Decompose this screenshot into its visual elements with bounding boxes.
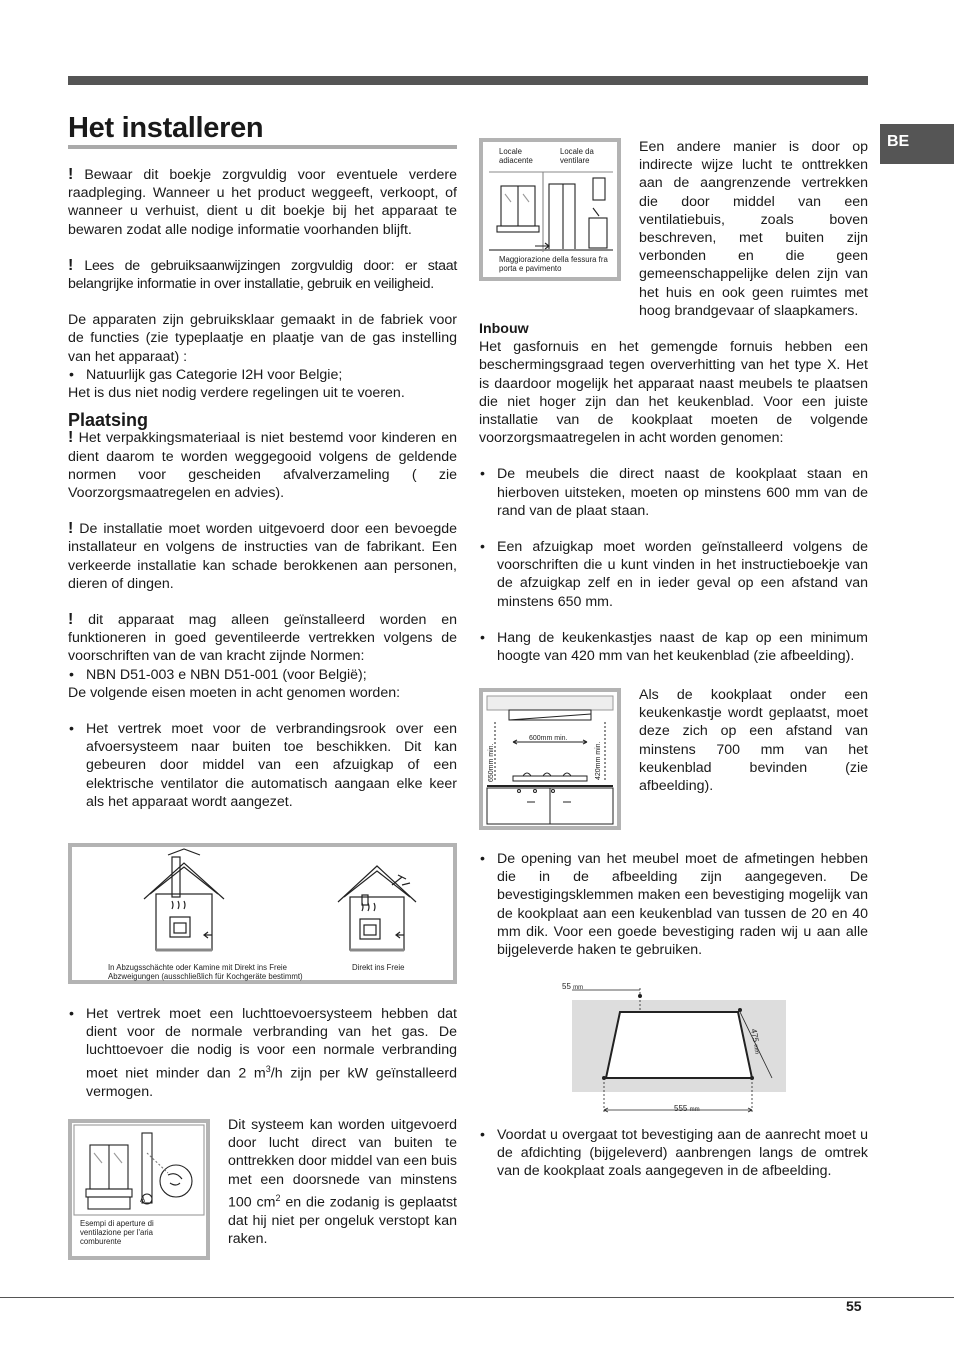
opening-bullet — [479, 850, 868, 959]
warning-mark: ! — [68, 256, 74, 274]
warning-paragraph — [68, 611, 457, 666]
warning-paragraph — [68, 429, 457, 502]
dimension-label: 600mm min. — [529, 735, 568, 742]
section-heading: Inbouw — [479, 321, 529, 337]
text: De installatie moet worden uitgevoerd door een bevoegde installateur en volgens de instructies van de fabrikant. Een verkeerde installatie kan schade berokkenen aan personen, dieren of dingen. — [68, 521, 457, 592]
ventilation-figure — [68, 1119, 210, 1260]
list-item: • NBN D51-003 e NBN D51-001 (voor België); — [68, 666, 457, 684]
language-tab: BE — [880, 124, 954, 164]
indirect-ventilation-text: Een andere manier is door op indirecte wijze lucht te onttrekken aan de aangrenzende vertrekken die door middel van een ventilatiebuis, zoals boven beschreven, met buiten zijn verbonden en die geen gemeenschappelijke delen zijn van het huis en ook geen ruimtes met hoog brandgevaar of slaapkamers. — [639, 139, 868, 319]
exhaust-figure — [68, 843, 457, 984]
cutout-figure — [560, 980, 790, 1120]
inbouw-section — [479, 320, 868, 665]
dimension-label: 420mm min. — [595, 741, 602, 780]
text: 55 — [562, 982, 571, 991]
figure-caption: Esempi di aperture di ventilazione per l'aria comburente — [80, 1219, 154, 1246]
page-title: Het installeren — [68, 112, 264, 144]
dimension-label: 650mm min. — [488, 743, 495, 782]
unit: mm — [751, 1043, 760, 1055]
warning-paragraph — [68, 166, 457, 239]
figure-caption: Direkt ins Freie — [352, 963, 405, 972]
dimension-label — [674, 1104, 734, 1115]
warning-paragraph — [68, 520, 457, 593]
title-underline — [68, 145, 457, 149]
text: Lees de gebruiksaanwijzingen zorgvuldig door: er staat belangrijke informatie in over installatie, gebruik en veiligheid. — [68, 257, 457, 293]
list-item: • Een afzuigkap moet worden geïnstalleerd volgens de voorschriften die u kunt vinden in het instructieboekje van de afzuigkap zelf en in ieder geval op een afstand van minstens 650 mm. — [479, 538, 868, 611]
text: 555 — [674, 1104, 688, 1113]
list-item: • Het vertrek moet voor de verbrandingsrook over een afvoersysteem naar buiten toe beschikken. Dit kan gebeuren door middel van een afzuigkap of een elektrische ventilator die automatisch aangaan elke keer als het apparaat wordt aangezet. — [68, 720, 457, 811]
warning-mark: ! — [68, 611, 74, 629]
room-label: Locale adiacente — [499, 147, 533, 165]
exhaust-illustration — [72, 847, 453, 980]
list-item: • De opening van het meubel moet de afmetingen hebben die in de afbeelding zijn aangegeven. De bevestigingsklemmen maken een bevestiging mogelijk van de kookplaat aan een keukenblad van tussen de 20 en 40 mm dik. Voor een goede bevestiging raden wij u aan alle bijgeleverde haken te gebruiken. — [479, 850, 868, 959]
figure-caption: In Abzugsschächte oder Kamine mit Direkt ins Freie Abzweigungen (ausschließlich für Kochgeräte bestimmt) — [108, 963, 303, 981]
adjacent-room-figure — [479, 138, 621, 281]
warning-paragraph — [68, 257, 457, 293]
seal-bullet — [479, 1126, 868, 1181]
warning-mark: ! — [68, 429, 74, 447]
superscript: 3 — [265, 1063, 271, 1074]
list-item: • Voordat u overgaat tot bevestiging aan de aanrecht moet u de afdichting (bijgeleverd) aanbrengen langs de omtrek van de kookplaat zoals aangegeven in de afbeelding. — [479, 1126, 868, 1181]
paragraph: De apparaten zijn gebruiksklaar gemaakt in de fabriek voor de functies (zie typeplaatje en plaatje van de gas instelling van het apparaat) : — [68, 312, 457, 365]
text: /h zijn per kW geïnstalleerd vermogen. — [86, 1065, 458, 1100]
text: en die zodanig is geplaatst dat hij niet per ongeluk verstopt kan raken. — [228, 1194, 457, 1247]
text: Dit systeem kan worden uitgevoerd door lucht direct van buiten te onttrekken door middel van een buis met een doorsnede van minstens 100 cm — [228, 1117, 457, 1211]
cabinet-distance-text: Als de kookplaat onder een keukenkastje wordt geplaatst, moet deze zich op een afstand van minstens 700 mm van het keukenblad bevinden (zie afbeelding). — [639, 687, 868, 795]
top-rule — [68, 76, 868, 85]
page-number: 55 — [846, 1298, 862, 1314]
list-item — [68, 1005, 457, 1101]
warning-mark: ! — [68, 166, 74, 183]
paragraph: De volgende eisen moeten in acht genomen worden: — [68, 684, 401, 701]
list-item: • Natuurlijk gas Categorie I2H voor Belgie; — [68, 366, 457, 384]
room-label: Locale da ventilare — [560, 147, 594, 165]
left-column-top — [68, 166, 457, 811]
figure-caption: Maggiorazione della fessura fra porta e pavimento — [499, 255, 608, 273]
bottom-rule — [0, 1297, 954, 1298]
list-item: • Hang de keukenkastjes naast de kap op een minimum hoogte van 420 mm van het keukenblad (zie afbeelding). — [479, 629, 868, 665]
warning-mark: ! — [68, 520, 74, 538]
unit: mm — [689, 1107, 700, 1113]
ventilation-text — [228, 1116, 457, 1248]
list-item: • De meubels die direct naast de kookplaat staan en hierboven uitsteken, moeten op minstens 600 mm van de rand van de plaat staan. — [479, 465, 868, 520]
dimension-label — [562, 982, 602, 993]
clearance-figure — [479, 688, 621, 830]
text: Bewaar dit boekje zorgvuldig voor eventuele verdere raadpleging. Wanneer u het product weggeeft, verkoopt, of wanneer u verhuist, dient u dit boekje bij het apparaat te bewaren zodat alle nodige informatie voorhanden blijft. — [68, 167, 457, 238]
section-heading: Plaatsing — [68, 410, 149, 431]
superscript: 2 — [275, 1192, 281, 1203]
paragraph: Het gasfornuis en het gemengde fornuis hebben een beschermingsgraad tegen oververhitting van het type X. Het is daardoor mogelijk het apparaat naast meubels te plaatsen die niet hoger zijn dan het keukenblad. Voor een juiste installatie van de kookplaat moeten de volgende voorzorgsmaatregelen in acht worden genomen: — [479, 339, 868, 447]
opening-label: A — [140, 1195, 146, 1204]
text: Het vertrek moet een luchttoevoersysteem hebben dat dient voor de normale verbranding van het gas. De luchttoevoer die nodig is voor een normale verbranding moet niet minder dan 2 m — [86, 1006, 457, 1082]
air-supply-bullet — [68, 1005, 457, 1101]
text: 475 — [749, 1028, 761, 1043]
unit: mm — [573, 985, 584, 991]
text: dit apparaat mag alleen geïnstalleerd worden en funktioneren in goed geventileerde vertrekken volgens de voorschriften van de van kracht zijnde Normen: — [68, 612, 457, 665]
text: Het verpakkingsmateriaal is niet bestemd voor kinderen en dient daarom te worden weggegooid volgens de geldende normen voor gescheiden afvalverzameling ( zie Voorzorgsmaatregelen en advies). — [68, 430, 457, 502]
paragraph: Het is dus niet nodig verdere regelingen uit te voeren. — [68, 385, 405, 402]
